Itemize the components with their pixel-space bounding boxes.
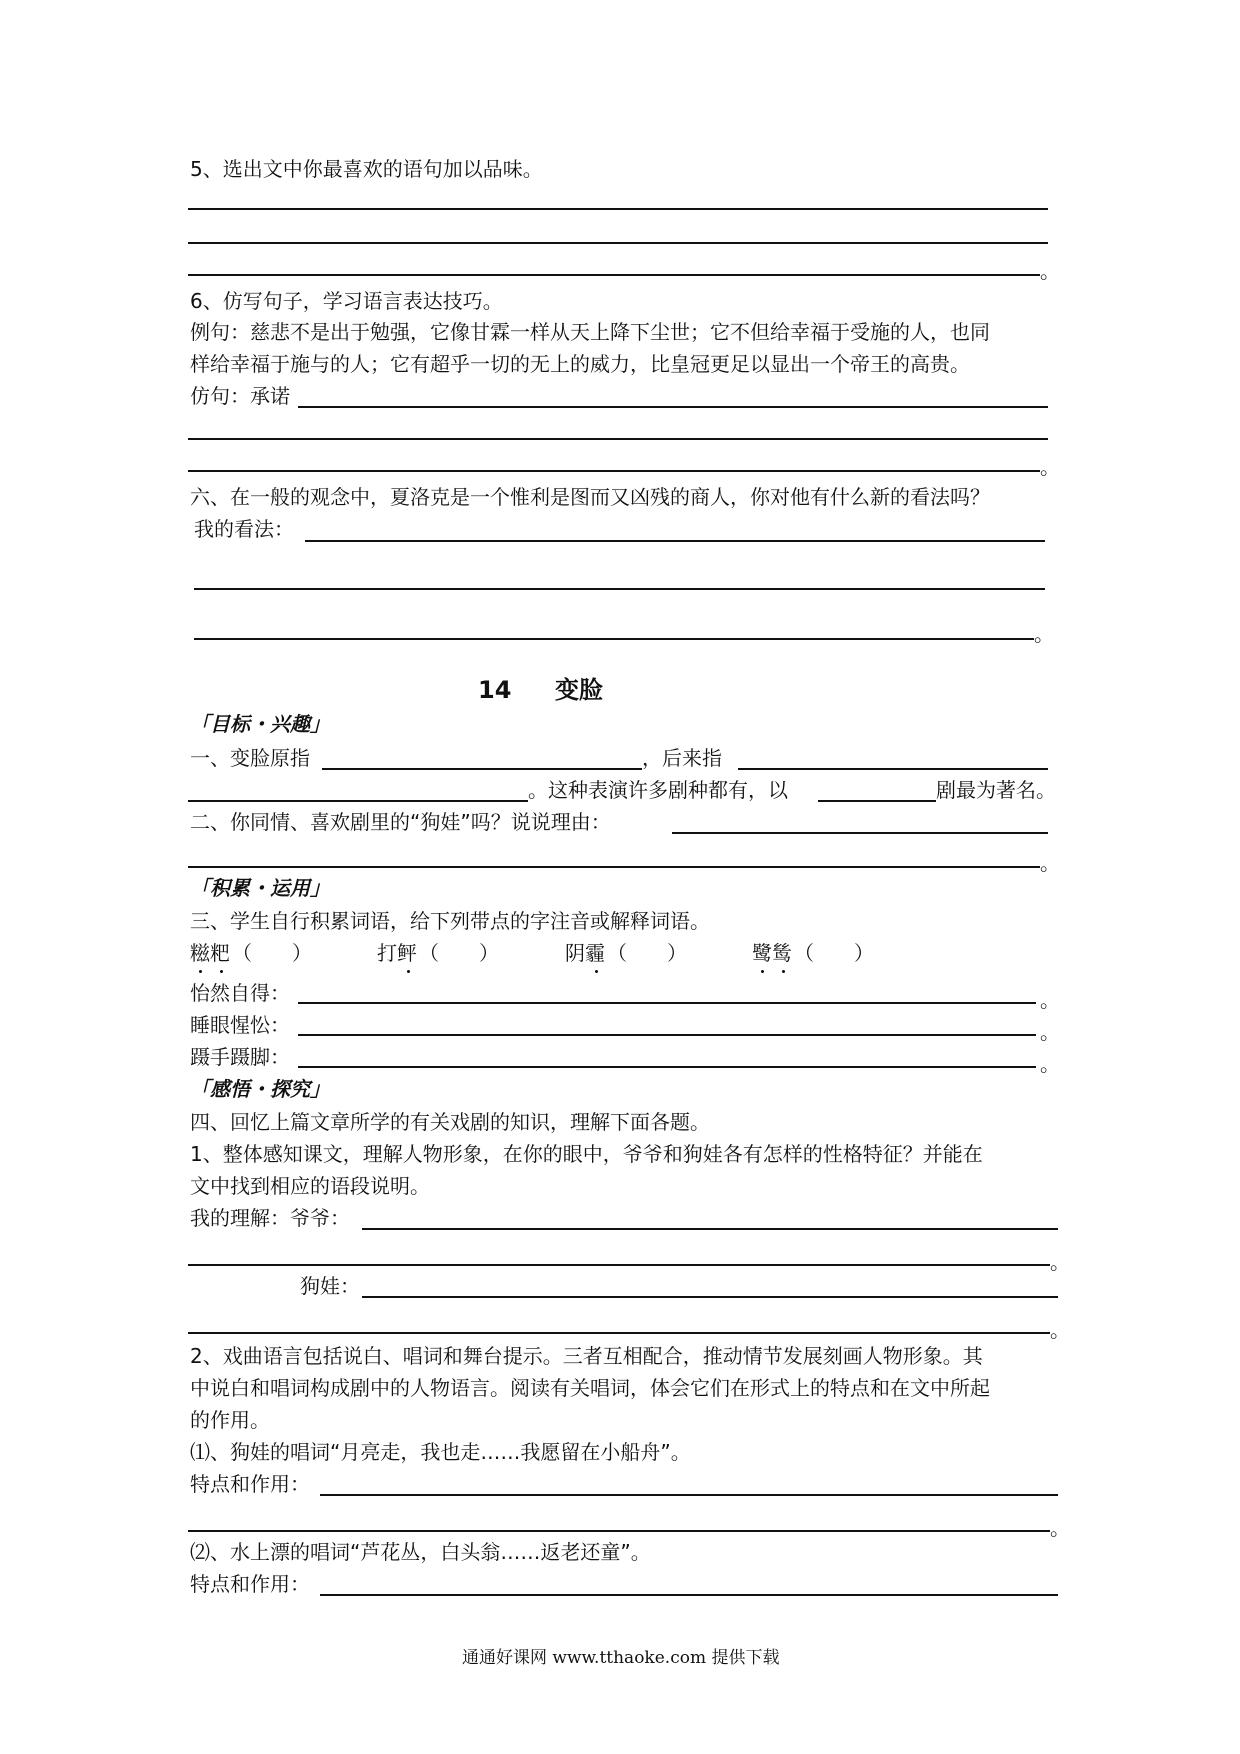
answer-line[interactable]	[320, 1594, 1058, 1596]
q4-heading: 四、回忆上篇文章所学的有关戏剧的知识，理解下面各题。	[190, 1110, 710, 1134]
answer-line[interactable]	[188, 1332, 1050, 1334]
q4-sub2: ⑵、水上漂的唱词“芦花丛，白头翁……返老还童”。	[190, 1540, 651, 1564]
emphasis-dot	[782, 970, 785, 973]
period: 。	[1050, 1516, 1070, 1540]
emphasis-dot	[199, 970, 202, 973]
q6-heading: 6、仿写句子，学习语言表达技巧。	[190, 289, 503, 313]
q1-part-a: 一、变脸原指	[190, 746, 310, 770]
answer-line[interactable]	[188, 438, 1048, 440]
answer-line[interactable]	[298, 1002, 1036, 1004]
q-six-question: 六、在一般的观念中，夏洛克是一个惟利是图而又凶残的商人，你对他有什么新的看法吗？	[190, 485, 990, 509]
answer-line[interactable]	[188, 1530, 1050, 1532]
q4-s2-line1: 2、戏曲语言包括说白、唱词和舞台提示。三者互相配合，推动情节发展刻画人物形象。其	[190, 1344, 983, 1368]
answer-line[interactable]	[188, 274, 1040, 276]
emphasis-dot	[595, 970, 598, 973]
period: 。	[1034, 622, 1054, 646]
gouwa-label: 狗娃：	[300, 1274, 360, 1298]
lesson-number: 14	[478, 676, 512, 704]
emphasis-dot	[407, 970, 410, 973]
def-label: 蹑手蹑脚：	[190, 1045, 290, 1069]
q4-sub1: ⑴、狗娃的唱词“月亮走，我也走……我愿留在小船舟”。	[190, 1440, 691, 1464]
answer-line[interactable]	[298, 406, 1048, 408]
answer-line[interactable]	[188, 800, 528, 802]
q1-part-c: 。这种表演许多剧种都有，以	[528, 778, 788, 802]
answer-line[interactable]	[305, 540, 1045, 542]
section-explore: 「感悟・探究」	[190, 1077, 330, 1101]
answer-line[interactable]	[362, 1228, 1058, 1230]
q1-part-b: ，后来指	[642, 746, 722, 770]
section-accumulate: 「积累・运用」	[190, 876, 330, 900]
answer-line[interactable]	[188, 242, 1048, 244]
def-label: 怡然自得：	[190, 981, 290, 1005]
period: 。	[1050, 1318, 1070, 1342]
answer-line[interactable]	[362, 1296, 1058, 1298]
vocab-paren: （ ）	[794, 941, 874, 965]
emphasis-dot	[761, 970, 764, 973]
lesson-title: 变脸	[555, 676, 603, 704]
q6-imitate-label: 仿句：承诺	[190, 384, 290, 408]
period: 。	[1040, 1052, 1060, 1076]
vocab-word: 阴霾	[565, 941, 605, 965]
def-label: 睡眼惺忪：	[190, 1013, 290, 1037]
answer-line[interactable]	[188, 866, 1040, 868]
answer-line[interactable]	[188, 1264, 1050, 1266]
answer-line[interactable]	[818, 800, 936, 802]
vocab-paren: （ ）	[232, 941, 312, 965]
vocab-paren: （ ）	[419, 941, 499, 965]
period: 。	[1040, 259, 1060, 283]
q6-example-line1: 例句：慈悲不是出于勉强，它像甘霖一样从天上降下尘世；它不但给幸福于受施的人，也同	[190, 320, 990, 344]
answer-line[interactable]	[320, 1494, 1058, 1496]
answer-line[interactable]	[188, 470, 1040, 472]
section-goal: 「目标・兴趣」	[190, 712, 330, 736]
q6-example-line2: 样给幸福于施与的人；它有超乎一切的无上的威力，比皇冠更足以显出一个帝王的高贵。	[190, 352, 970, 376]
vocab-word: 打鲆	[377, 941, 417, 965]
answer-line[interactable]	[188, 208, 1048, 210]
vocab-paren: （ ）	[607, 941, 687, 965]
footer-credit: 通通好课网 www.tthaoke.com 提供下载	[462, 1648, 780, 1668]
my-understanding-label: 我的理解：爷爷：	[190, 1206, 350, 1230]
q2-text: 二、你同情、喜欢剧里的“狗娃”吗？说说理由：	[190, 810, 611, 834]
q4-s1-line1: 1、整体感知课文，理解人物形象，在你的眼中，爷爷和狗娃各有怎样的性格特征？并能在	[190, 1142, 983, 1166]
q4-s2-line2: 中说白和唱词构成剧中的人物语言。阅读有关唱词，体会它们在形式上的特点和在文中所起	[190, 1376, 990, 1400]
q1-part-d: 剧最为著名。	[936, 778, 1056, 802]
period: 。	[1040, 851, 1060, 875]
answer-line[interactable]	[322, 768, 642, 770]
answer-line[interactable]	[738, 768, 1048, 770]
answer-line[interactable]	[298, 1066, 1036, 1068]
period: 。	[1040, 988, 1060, 1012]
answer-line[interactable]	[672, 832, 1048, 834]
vocab-word: 鹭鸶	[752, 941, 792, 965]
answer-line[interactable]	[194, 638, 1034, 640]
q-six-view-label: 我的看法：	[194, 517, 294, 541]
period: 。	[1040, 455, 1060, 479]
q4-s2-line3: 的作用。	[190, 1408, 270, 1432]
vocab-word: 糍粑	[190, 941, 230, 965]
q3-heading: 三、学生自行积累词语，给下列带点的字注音或解释词语。	[190, 909, 710, 933]
feature-label: 特点和作用：	[190, 1572, 310, 1596]
period: 。	[1040, 1020, 1060, 1044]
feature-label: 特点和作用：	[190, 1472, 310, 1496]
answer-line[interactable]	[298, 1034, 1036, 1036]
answer-line[interactable]	[194, 588, 1045, 590]
period: 。	[1050, 1250, 1070, 1274]
emphasis-dot	[220, 970, 223, 973]
q5-text: 5、选出文中你最喜欢的语句加以品味。	[190, 157, 543, 181]
q4-s1-line2: 文中找到相应的语段说明。	[190, 1174, 430, 1198]
